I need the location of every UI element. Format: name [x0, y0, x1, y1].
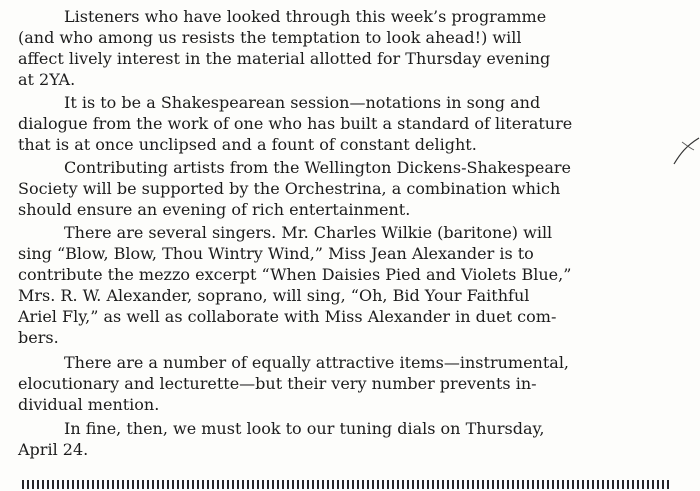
- article-line: April 24.: [18, 440, 89, 459]
- article-line: should ensure an evening of rich entertainment.: [18, 200, 411, 219]
- article-line: elocutionary and lecturette—but their very number prevents in-: [18, 374, 537, 393]
- article-line: dividual mention.: [18, 395, 160, 414]
- article-line: Listeners who have looked through this week’s programme: [64, 7, 547, 26]
- article-line: Society will be supported by the Orchestrina, a combination which: [18, 179, 561, 198]
- article-line: dialogue from the work of one who has built a standard of literature: [18, 114, 573, 133]
- article-line: bers.: [18, 328, 59, 347]
- article-line: affect lively interest in the material allotted for Thursday evening: [18, 49, 551, 68]
- article-line: Mrs. R. W. Alexander, soprano, will sing, “Oh, Bid Your Faithful: [18, 286, 530, 305]
- article-line: There are several singers. Mr. Charles Wilkie (baritone) will: [64, 223, 553, 242]
- article-line: contribute the mezzo excerpt “When Daisies Pied and Violets Blue,”: [18, 265, 572, 284]
- article-line: There are a number of equally attractive items—instrumental,: [64, 353, 570, 372]
- pen-stroke-mark: [672, 136, 700, 166]
- article-line: Contributing artists from the Wellington Dickens-Shakespeare: [64, 158, 572, 177]
- article-line: at 2YA.: [18, 70, 76, 89]
- article-line: that is at once unclipsed and a fount of constant delight.: [18, 135, 477, 154]
- article-line: It is to be a Shakespearean session—notations in song and: [64, 93, 541, 112]
- article-line: Ariel Fly,” as well as collaborate with Miss Alexander in duet com-: [18, 307, 557, 326]
- article-line: In fine, then, we must look to our tuning dials on Thursday,: [64, 419, 545, 438]
- bottom-divider-rule: [22, 480, 672, 489]
- article-line: (and who among us resists the temptation to look ahead!) will: [18, 28, 522, 47]
- article-line: sing “Blow, Blow, Thou Wintry Wind,” Miss Jean Alexander is to: [18, 244, 534, 263]
